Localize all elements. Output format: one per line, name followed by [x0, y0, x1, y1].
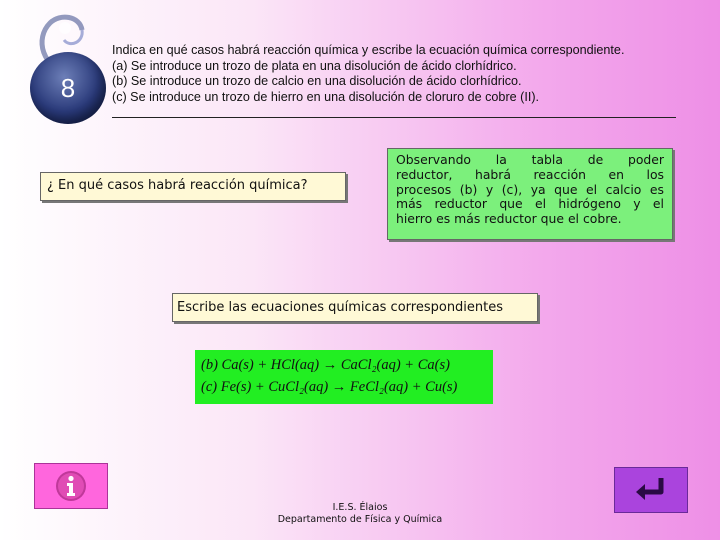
answer-line: Observando la tabla de poder	[396, 152, 664, 167]
question-text	[112, 43, 682, 105]
school-name: I.E.S. Élaios	[332, 502, 388, 513]
return-arrow-icon	[631, 474, 671, 506]
equations-box	[195, 350, 493, 404]
answer-box	[387, 148, 673, 240]
equation-line: (b) Ca(s) + HCl(aq) → CaCl₂(aq) + Ca(s)	[201, 357, 450, 373]
info-icon	[54, 469, 88, 503]
info-button[interactable]	[34, 463, 108, 509]
equations-title-box: Escribe las ecuaciones químicas correspondientes	[172, 293, 538, 322]
divider	[112, 117, 676, 118]
question-line: (a) Se introduce un trozo de plata en una disolución de ácido clorhídrico.	[112, 58, 517, 73]
answer-line: reductor, habrá reacción en los	[396, 166, 664, 182]
answer-line: procesos (b) y (c), ya que el calcio es	[396, 181, 664, 197]
question-line: Indica en qué casos habrá reacción química y escribe la ecuación química correspondiente.	[112, 43, 625, 57]
question-line: (b) Se introduce un trozo de calcio en una disolución de ácido clorhídrico.	[112, 74, 522, 89]
answer-line: más reductor que el hidrógeno y el	[396, 196, 664, 212]
footer	[240, 502, 480, 526]
back-button[interactable]	[614, 467, 688, 513]
equation-line: (c) Fe(s) + CuCl₂(aq) → FeCl₂(aq) + Cu(s)	[201, 379, 458, 395]
question-line: (c) Se introduce un trozo de hierro en una disolución de cloruro de cobre (II).	[112, 89, 540, 104]
slide-number: 8	[60, 72, 76, 103]
department-name: Departamento de Física y Química	[277, 514, 443, 525]
reaction-question-box: ¿ En qué casos habrá reacción química?	[40, 172, 346, 201]
answer-line: hierro es más reductor que el cobre.	[396, 211, 622, 227]
